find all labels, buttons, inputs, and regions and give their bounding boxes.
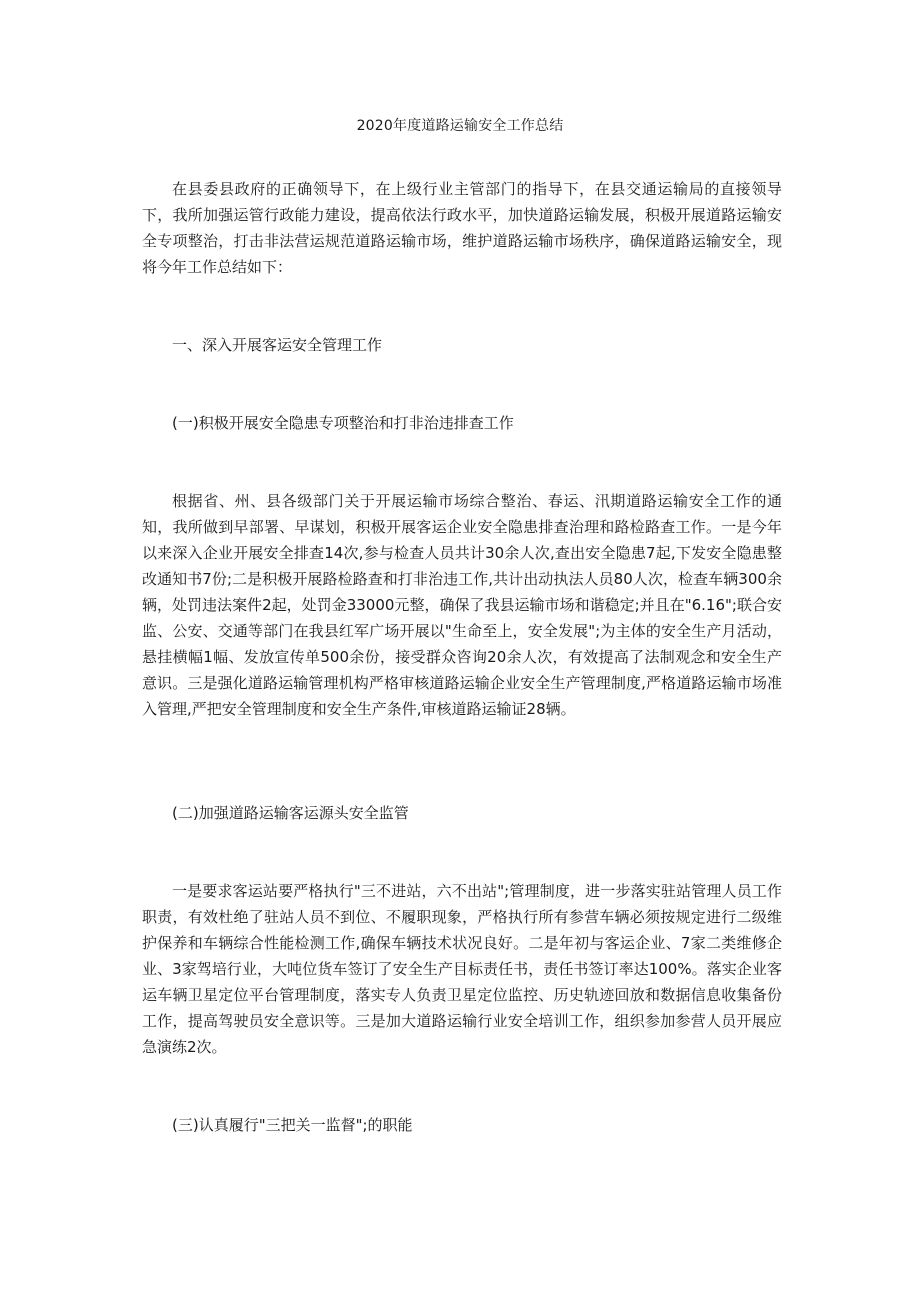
section-heading-1: 一、深入开展客运安全管理工作: [172, 336, 383, 354]
intro-paragraph: 在县委县政府的正确领导下，在上级行业主管部门的指导下，在县交通运输局的直接领导下，我所加强运管行政能力建设，提高依法行政水平，加快道路运输发展，积极开展道路运输安全专项整治，打击非法营运规范道路运输市场，维护道路运输市场秩序，确保道路运输安全，现将今年工作总结如下：: [142, 180, 782, 276]
subsection-heading-2: (二)加强道路运输客运源头安全监管: [172, 804, 409, 822]
subsection-heading-1: (一)积极开展安全隐患专项整治和打非治违排查工作: [172, 414, 514, 432]
subsection-body-2: 一是要求客运站要严格执行"三不进站，六不出站";管理制度，进一步落实驻站管理人员工作职责，有效杜绝了驻站人员不到位、不履职现象，严格执行所有参营车辆必须按规定进行二级维护保养和车辆综合性能检测工作,确保车辆技术状况良好。二是年初与客运企业、7家二类维修企业、3家驾培行业，大吨位货车签订了安全生产目标责任书，责任书签订率达100%。落实企业客运车辆卫星定位平台管理制度，落实专人负责卫星定位监控、历史轨迹回放和数据信息收集备份工作，提高驾驶员安全意识等。三是加大道路运输行业安全培训工作，组织参加参营人员开展应急演练2次。: [142, 882, 782, 1056]
document-title: 2020年度道路运输安全工作总结: [356, 118, 564, 134]
subsection-body-1: 根据省、州、县各级部门关于开展运输市场综合整治、春运、汛期道路运输安全工作的通知，我所做到早部署、早谋划，积极开展客运企业安全隐患排查治理和路检路查工作。一是今年以来深入企业开展安全排查14次,参与检查人员共计30余人次,查出安全隐患7起,下发安全隐患整改通知书7份;二是积极开展路检路查和打非治违工作,共计出动执法人员80人次，检查车辆300余辆，处罚违法案件2起，处罚金33000元整，确保了我县运输市场和谐稳定;并且在"6.16";联合安监、公安、交通等部门在我县红军广场开展以"生命至上，安全发展";为主体的安全生产月活动，悬挂横幅1幅、发放宣传单500余份，接受群众咨询20余人次，有效提高了法制观念和安全生产意识。三是强化道路运输管理机构严格审核道路运输企业安全生产管理制度,严格道路运输市场准入管理,严把安全管理制度和安全生产条件,审核道路运输证28辆。: [142, 492, 782, 718]
subsection-heading-3: (三)认真履行"三把关一监督";的职能: [172, 1116, 413, 1134]
